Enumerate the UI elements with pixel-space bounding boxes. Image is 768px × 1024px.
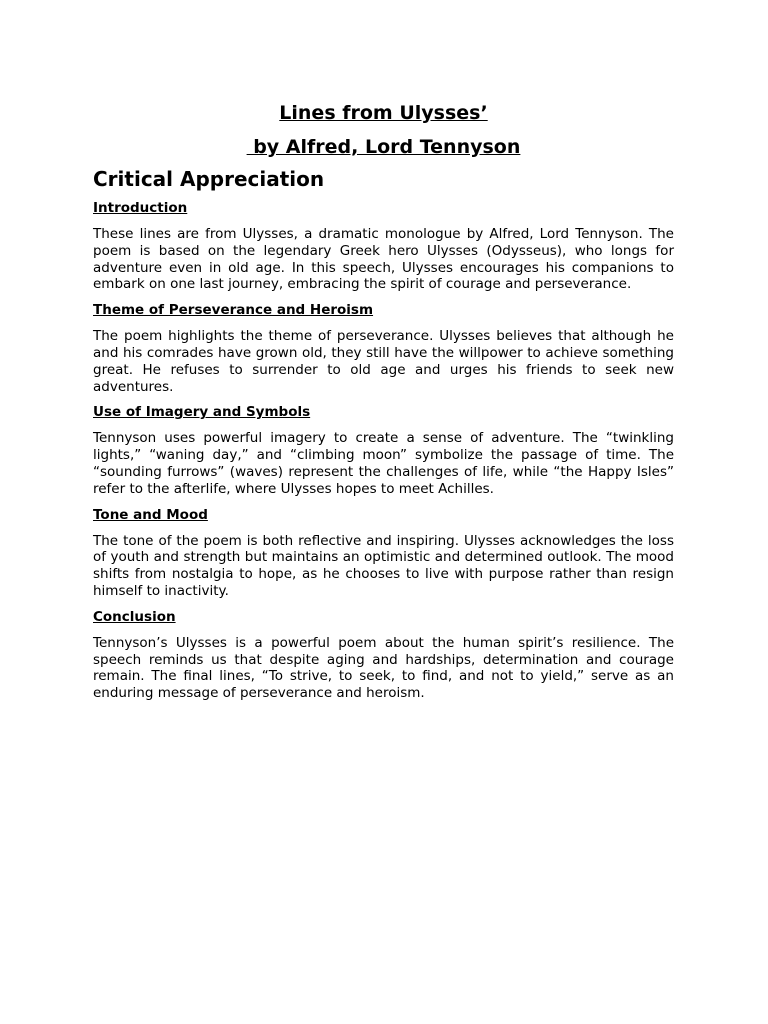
- section-paragraph: Tennyson’s Ulysses is a powerful poem about the human spirit’s resilience. The speech reminds us that despite aging and hardships, determination and courage remain. The final lines, “To strive, to seek, to find, and not to yield,” serve as an enduring message of perseverance and heroism.: [93, 634, 674, 702]
- document-title: [93, 100, 674, 126]
- section-heading: Conclusion: [93, 608, 176, 625]
- section-tone: [93, 507, 674, 600]
- section-conclusion: [93, 609, 674, 702]
- title-line-2: by Alfred, Lord Tennyson: [246, 136, 521, 158]
- document-page: [93, 100, 674, 711]
- section-imagery: [93, 404, 674, 497]
- section-heading: Tone and Mood: [93, 506, 208, 523]
- title-line-1: Lines from Ulysses’: [279, 102, 488, 124]
- section-heading: Introduction: [93, 200, 188, 216]
- section-introduction: [93, 200, 674, 293]
- section-heading: Use of Imagery and Symbols: [93, 404, 311, 421]
- section-paragraph: Tennyson uses powerful imagery to create a sense of adventure. The “twinkling lights,” “waning day,” and “climbing moon” symbolize the passage of time. The “sounding furrows” (waves) represent the challenges of life, while “the Happy Isles” refer to the afterlife, where Ulysses hopes to meet Achilles.: [93, 430, 674, 497]
- section-heading: Theme of Perseverance and Heroism: [93, 302, 374, 319]
- document-subtitle: [93, 134, 674, 160]
- critical-appreciation-heading: Critical Appreciation: [93, 167, 325, 191]
- section-theme: [93, 302, 674, 395]
- section-paragraph: These lines are from Ulysses, a dramatic monologue by Alfred, Lord Tennyson. The poem is based on the legendary Greek hero Ulysses (Odysseus), who longs for adventure even in old age. In this speech, Ulysses encourages his companions to embark on one last journey, embracing the spirit of courage and perseverance.: [93, 226, 674, 293]
- section-paragraph: The tone of the poem is both reflective and inspiring. Ulysses acknowledges the loss of youth and strength but maintains an optimistic and determined outlook. The mood shifts from nostalgia to hope, as he chooses to live with purpose rather than resign himself to inactivity.: [93, 532, 674, 599]
- section-paragraph: The poem highlights the theme of perseverance. Ulysses believes that although he and his comrades have grown old, they still have the willpower to achieve something great. He refuses to surrender to old age and urges his friends to seek new adventures.: [93, 328, 674, 395]
